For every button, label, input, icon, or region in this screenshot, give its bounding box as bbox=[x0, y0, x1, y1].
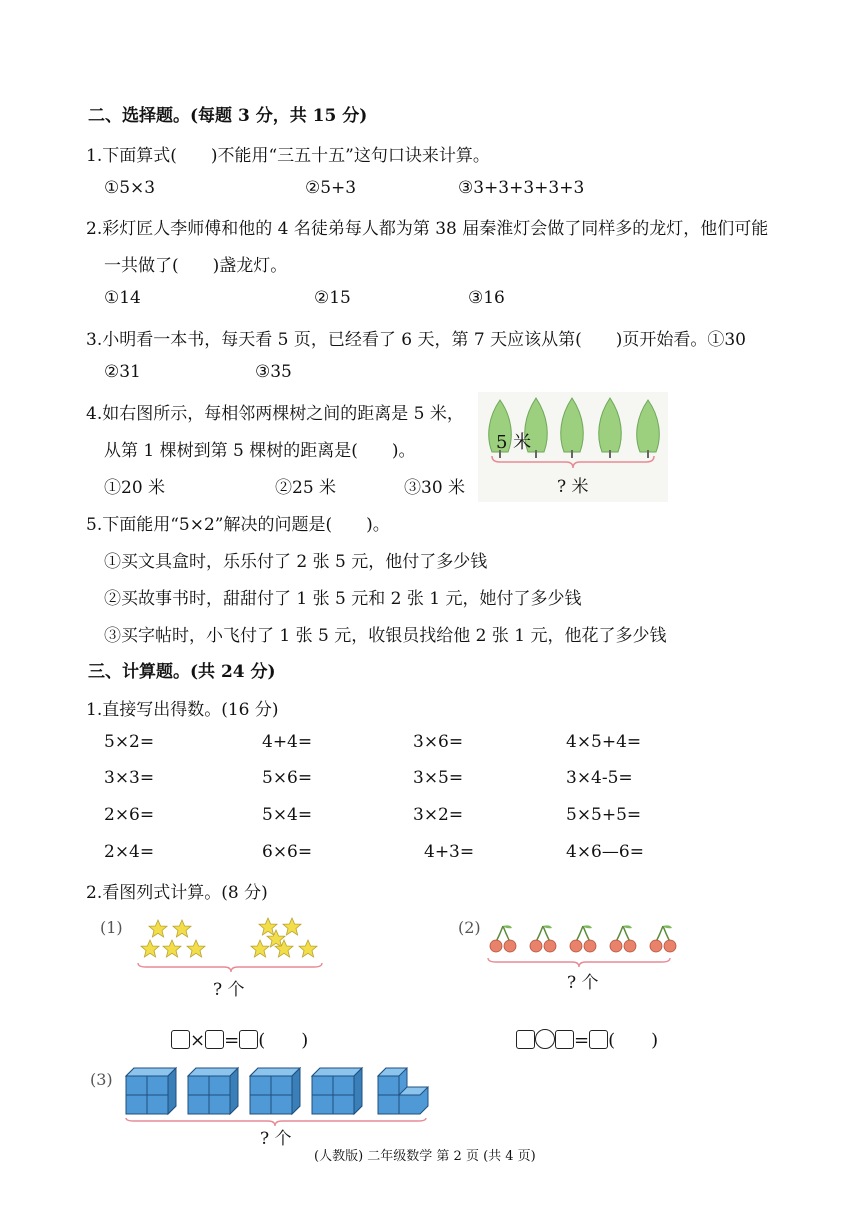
cube-block bbox=[312, 1068, 362, 1114]
star-group-left bbox=[141, 920, 205, 957]
q5-option-1: ①买文具盒时，乐乐付了 2 张 5 元，他付了多少钱 bbox=[104, 552, 488, 572]
answer-box[interactable] bbox=[171, 1030, 190, 1049]
picture-1-label: (1) bbox=[100, 918, 123, 937]
cube-block bbox=[126, 1068, 176, 1114]
equals-sign: = bbox=[574, 1030, 590, 1051]
answer-box[interactable] bbox=[516, 1030, 535, 1049]
q4-option-3: ③30 米 bbox=[404, 478, 466, 498]
tree-total-label: ? 米 bbox=[557, 477, 589, 497]
q1-option-2: ②5+3 bbox=[305, 178, 357, 198]
calc-item: 4+3= bbox=[424, 842, 475, 862]
multiply-sign: × bbox=[190, 1030, 206, 1051]
q4-stem-line2: 从第 1 棵树到第 5 棵树的距离是( )。 bbox=[104, 441, 416, 461]
calc-item: 5×2= bbox=[104, 732, 155, 752]
calc-item: 5×5+5= bbox=[566, 805, 642, 825]
q4-option-1: ①20 米 bbox=[104, 478, 166, 498]
picture-2-total: ? 个 bbox=[567, 973, 599, 993]
calc-item: 3×2= bbox=[413, 805, 464, 825]
q1-option-3: ③3+3+3+3+3 bbox=[458, 178, 585, 198]
section-3-title: 三、计算题。(共 24 分) bbox=[88, 662, 276, 682]
equation-2 bbox=[516, 1026, 658, 1052]
picture-2-label: (2) bbox=[458, 918, 481, 937]
calc-item: 5×4= bbox=[262, 805, 313, 825]
q4-stem-line1: 4.如右图所示，每相邻两棵树之间的距离是 5 米， bbox=[86, 404, 464, 424]
cherry-icon bbox=[490, 925, 516, 952]
answer-box[interactable] bbox=[555, 1030, 574, 1049]
calc-item: 4×5+4= bbox=[566, 732, 642, 752]
q5-option-3: ③买字帖时，小飞付了 1 张 5 元，收银员找给他 2 张 1 元，他花了多少钱 bbox=[104, 626, 667, 646]
section-2-title: 二、选择题。(每题 3 分，共 15 分) bbox=[88, 106, 368, 126]
q2-stem-line2: 一共做了( )盏龙灯。 bbox=[104, 256, 288, 276]
calc-item: 2×4= bbox=[104, 842, 155, 862]
equation-1 bbox=[171, 1026, 308, 1052]
calc-item: 3×3= bbox=[104, 768, 155, 788]
calc-item: 4+4= bbox=[262, 732, 313, 752]
cube-block-partial bbox=[378, 1068, 428, 1114]
page-footer: (人教版) 二年级数学 第 2 页 (共 4 页) bbox=[314, 1149, 536, 1164]
calc-item: 5×6= bbox=[262, 768, 313, 788]
q5-stem: 5.下面能用“5×2”解决的问题是( )。 bbox=[86, 515, 390, 535]
q2-option-3: ③16 bbox=[468, 288, 505, 308]
picture-3-label: (3) bbox=[90, 1070, 113, 1089]
q5-option-2: ②买故事书时，甜甜付了 1 张 5 元和 2 张 1 元，她付了多少钱 bbox=[104, 589, 582, 609]
operator-circle[interactable] bbox=[535, 1029, 555, 1049]
stars-figure bbox=[136, 915, 326, 975]
answer-box[interactable] bbox=[205, 1030, 224, 1049]
q2-option-1: ①14 bbox=[104, 288, 141, 308]
q1-option-1: ①5×3 bbox=[104, 178, 156, 198]
picture-3-total: ? 个 bbox=[260, 1129, 292, 1149]
calc-stem: 1.直接写出得数。(16 分) bbox=[86, 700, 279, 720]
cube-block bbox=[250, 1068, 300, 1114]
equals-sign: = bbox=[224, 1030, 240, 1051]
cube-block bbox=[188, 1068, 238, 1114]
calc-item: 3×4-5= bbox=[566, 768, 633, 788]
picture-1-total: ? 个 bbox=[213, 980, 245, 1000]
q4-option-2: ②25 米 bbox=[275, 478, 337, 498]
calc-item: 6×6= bbox=[262, 842, 313, 862]
calc-item: 3×6= bbox=[413, 732, 464, 752]
q3-option-3: ③35 bbox=[255, 362, 292, 382]
cherries-figure bbox=[486, 922, 676, 972]
unit-paren[interactable]: ( ) bbox=[608, 1030, 659, 1051]
calc-item: 2×6= bbox=[104, 805, 155, 825]
picture-calc-stem: 2.看图列式计算。(8 分) bbox=[86, 883, 268, 903]
cubes-figure bbox=[122, 1066, 432, 1126]
q1-stem: 1.下面算式( )不能用“三五十五”这句口诀来计算。 bbox=[86, 146, 490, 166]
answer-box[interactable] bbox=[589, 1030, 608, 1049]
star-group-right bbox=[251, 918, 317, 957]
calc-item: 3×5= bbox=[413, 768, 464, 788]
q2-stem-line1: 2.彩灯匠人李师傅和他的 4 名徒弟每人都为第 38 届秦淮灯会做了同样多的龙灯，他们可能 bbox=[86, 219, 769, 239]
q3-stem: 3.小明看一本书，每天看 5 页，已经看了 6 天，第 7 天应该从第( )页开始看。①30 bbox=[86, 330, 746, 350]
unit-paren[interactable]: ( ) bbox=[258, 1030, 309, 1051]
tree-distance-label: 5 米 bbox=[496, 432, 532, 453]
q3-option-2: ②31 bbox=[104, 362, 141, 382]
answer-box[interactable] bbox=[239, 1030, 258, 1049]
q2-option-2: ②15 bbox=[314, 288, 351, 308]
calc-item: 4×6—6= bbox=[566, 842, 644, 862]
